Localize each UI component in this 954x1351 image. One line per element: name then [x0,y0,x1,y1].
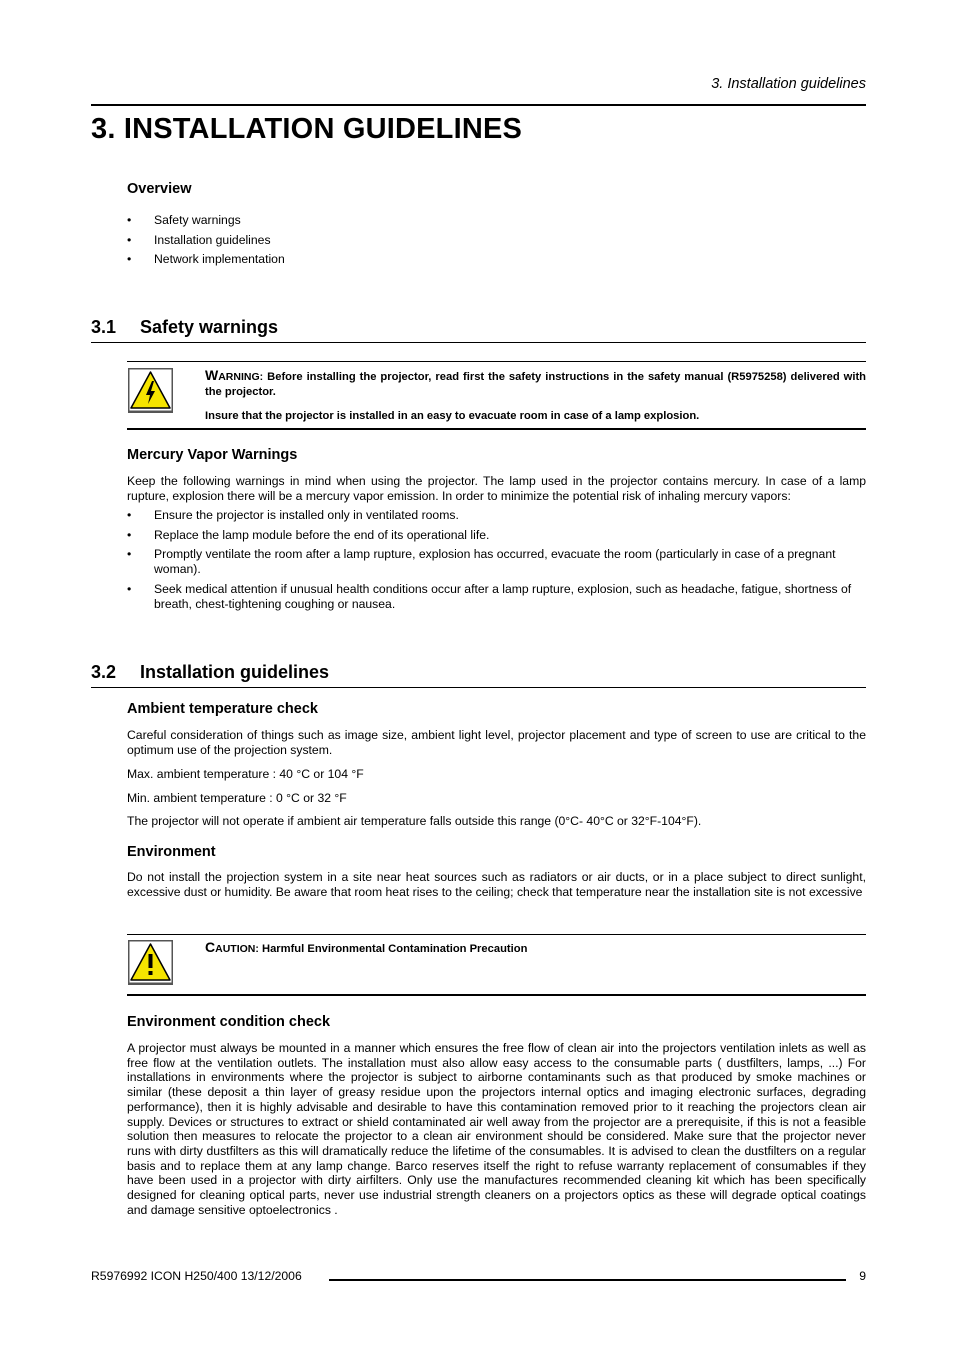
page-number: 9 [859,1269,866,1283]
caution-box-top-rule [127,934,866,935]
list-item: • Replace the lamp module before the end of its operational life. [127,527,490,542]
mercury-list [127,508,866,612]
list-item: • Promptly ventilate the room after a lamp rupture, explosion has occurred, evacuate the room (particularly in case of a pregnant woman). [127,547,836,576]
condition-text: A projector must always be mounted in a manner which ensures the free flow of clean air into the projectors ventilation inlets as well as free flow at the ventilation outlets. The installation must also allow easy access to the consumable parts ( dustfilters, lamps, ...) For installations in environments where the projector is subject to airborne contaminants such as that produced by smoke machines or similar (these deposit a thin layer of greasy residue upon the projectors internal optics and imaging electronic surfaces, degrading performance), then it is highly advisable and desirable to have this contamination removed prior to it reaching the projectors clean air supply. Devices or structures to extract or shield contaminated air well away from the projector are a prerequisite, if this is not a feasible solution then measures to relocate the projector to a clean air environment should be considered. Make sure that the projector never runs with dirty dustfilters as this will dramatically reduce the lifetime of the consumables. It is advised to clean the dustfilters on a regular basis and to replace them at any lamp change. Barco reserves itself the right to refuse warranty replacement of consumables if they have been used in a projector with dirty airfilters. Only use the manufactures recommended cleaning kit which has been specifically designed for cleaning optical parts, never use industrial strength cleaners on a projectors optics as these will degrade optical coatings and damage sensitive optoelectronics . [127,1041,866,1217]
mercury-intro: Keep the following warnings in mind when using the projector. The lamp used in the projector contains mercury. In case of a lamp rupture, explosion there will be a mercury vapor emission. In order to minimize the potential risk of inhaling mercury vapors: [127,474,866,503]
condition-heading: Environment condition check [127,1014,331,1030]
max-temperature: Max. ambient temperature : 40 °C or 104 °F [127,767,364,781]
environment-heading: Environment [127,844,216,860]
section-heading-installation: 3.2 Installation guidelines [91,662,330,682]
lightning-warning-icon [128,368,173,413]
list-item: • Installation guidelines [127,232,271,247]
list-item: • Network implementation [127,252,285,266]
overview-list [127,211,866,270]
footer-doc-info: R5976992 ICON H250/400 13/12/2006 [91,1269,302,1283]
section-rule [91,342,866,343]
list-item: • Ensure the projector is installed only in ventilated rooms. [127,508,459,522]
warning-box-top-rule [127,361,866,362]
environment-text: Do not install the projection system in a site near heat sources such as radiators or air ducts, or in a place subject to direct sunlight, excessive dust or humidity. Be aware that room heat rises to the ceiling; check that temperature near the installation site is not excessive [127,870,866,899]
warning-box-bottom-rule [127,428,866,430]
mercury-heading: Mercury Vapor Warnings [127,447,298,463]
caution-box-bottom-rule [127,994,866,996]
section-rule [91,687,866,688]
running-header: 3. Installation guidelines [711,76,866,92]
list-item: • Seek medical attention if unusual health conditions occur after a lamp rupture, explosion, such as headache, fatigue, shortness of breath, chest-tightening coughing or nausea. [127,581,852,611]
chapter-title: 3. INSTALLATION GUIDELINES [91,113,523,145]
exclamation-caution-icon [128,940,173,985]
warning-text: WARNING: Before installing the projector, read first the safety instructions in the safety manual (R5975258) delivered with the projector. Insure that the projector is installed in an easy to evacuate room in case of a lamp explosion. [205,367,867,422]
footer-rule [329,1279,846,1281]
caution-text: CAUTION: Harmful Environmental Contamination Precaution [205,939,528,955]
ambient-text: Careful consideration of things such as image size, ambient light level, projector placement and type of screen to use are critical to the optimum use of the projection system. [127,728,866,757]
ambient-heading: Ambient temperature check [127,701,318,717]
section-heading-safety: 3.1 Safety warnings [91,317,279,337]
list-item: • Safety warnings [127,213,241,227]
chapter-rule [91,104,866,106]
min-temperature: Min. ambient temperature : 0 °C or 32 °F [127,791,347,805]
temperature-range: The projector will not operate if ambient air temperature falls outside this range (0°C- 40°C or 32°F-104°F). [127,814,702,828]
overview-heading: Overview [127,181,192,197]
